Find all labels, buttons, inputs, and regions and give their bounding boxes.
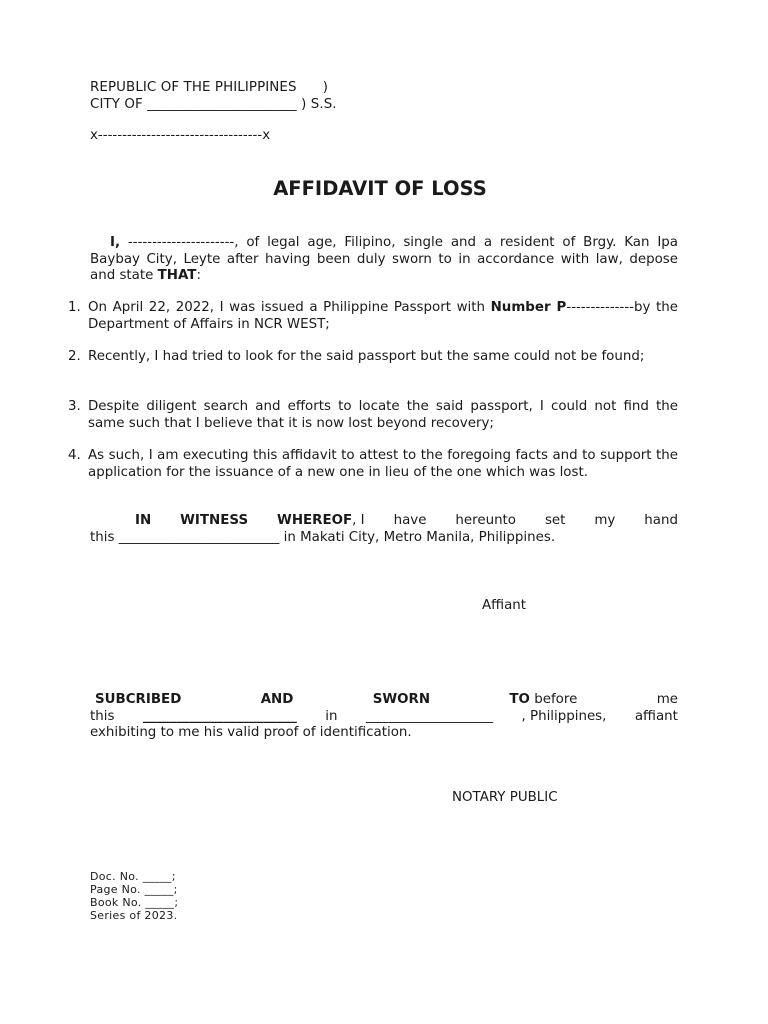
- notary-public-label: NOTARY PUBLIC: [452, 790, 558, 805]
- passport-number-label: Number P: [490, 300, 567, 315]
- city-line: CITY OF ______________________ ) S.S.: [90, 96, 337, 112]
- list-item: [68, 349, 678, 366]
- list-item-number: 2.: [68, 349, 81, 364]
- list-item-text: Despite diligent search and efforts to locate the said passport, I could not find the same such that I believe that it is now lost beyond recovery;: [88, 399, 678, 431]
- list-item: [68, 399, 678, 432]
- intro-end: :: [196, 268, 201, 283]
- list-item: [68, 448, 678, 481]
- intro-paragraph: [90, 235, 678, 285]
- list-item-number: 1.: [68, 300, 81, 315]
- intro-pronoun: I,: [110, 235, 121, 250]
- intro-that: THAT: [157, 268, 197, 283]
- list-item-text: On April 22, 2022, I was issued a Philippine Passport with Number P--------------by the Department of Affairs in NCR WEST;: [88, 300, 678, 332]
- document-title: AFFIDAVIT OF LOSS: [273, 177, 487, 200]
- list-item-text: Recently, I had tried to look for the said passport but the same could not be found;: [88, 349, 645, 364]
- list-item: [68, 300, 678, 333]
- witness-paragraph: [90, 513, 678, 546]
- affiant-label: Affiant: [482, 598, 527, 613]
- book-no: Book No. _____;: [90, 896, 179, 909]
- witness-line-1: IN WITNESS WHEREOF, I have hereunto set my hand: [135, 513, 678, 528]
- list-item-text: As such, I am executing this affidavit to attest to the foregoing facts and to support the application for the issuance of a new one in lieu of the one which was lost.: [88, 448, 678, 480]
- republic-line: REPUBLIC OF THE PHILIPPINES ): [90, 80, 329, 95]
- doc-no: Doc. No. _____;: [90, 870, 176, 883]
- series: Series of 2023.: [90, 909, 178, 922]
- witness-line-2: this ________________________ in Makati City, Metro Manila, Philippines.: [90, 529, 556, 545]
- date-blank: _______________________: [142, 708, 297, 724]
- header-separator: x----------------------------------x: [90, 128, 271, 143]
- subscribed-paragraph: [90, 692, 678, 742]
- intro-name-blank: ----------------------: [120, 235, 235, 250]
- subscribed-line-2: this _______________________ in ___________________ , Philippines, affiant: [90, 708, 678, 724]
- subscribed-line-1: SUBCRIBED AND SWORN TO before me: [95, 692, 678, 707]
- page-no: Page No. _____;: [90, 883, 178, 896]
- list-item-number: 4.: [68, 448, 81, 463]
- subscribed-line-3: exhibiting to me his valid proof of identification.: [90, 725, 412, 740]
- place-blank: ___________________: [365, 708, 494, 724]
- intro-text: , of legal age, Filipino, single and a resident of Brgy. Kan Ipa Baybay City, Leyte after having been duly sworn to in accordance with law, depose and state: [90, 235, 679, 283]
- notarial-register: [90, 870, 178, 922]
- document-header: [90, 80, 337, 113]
- list-item-number: 3.: [68, 399, 81, 414]
